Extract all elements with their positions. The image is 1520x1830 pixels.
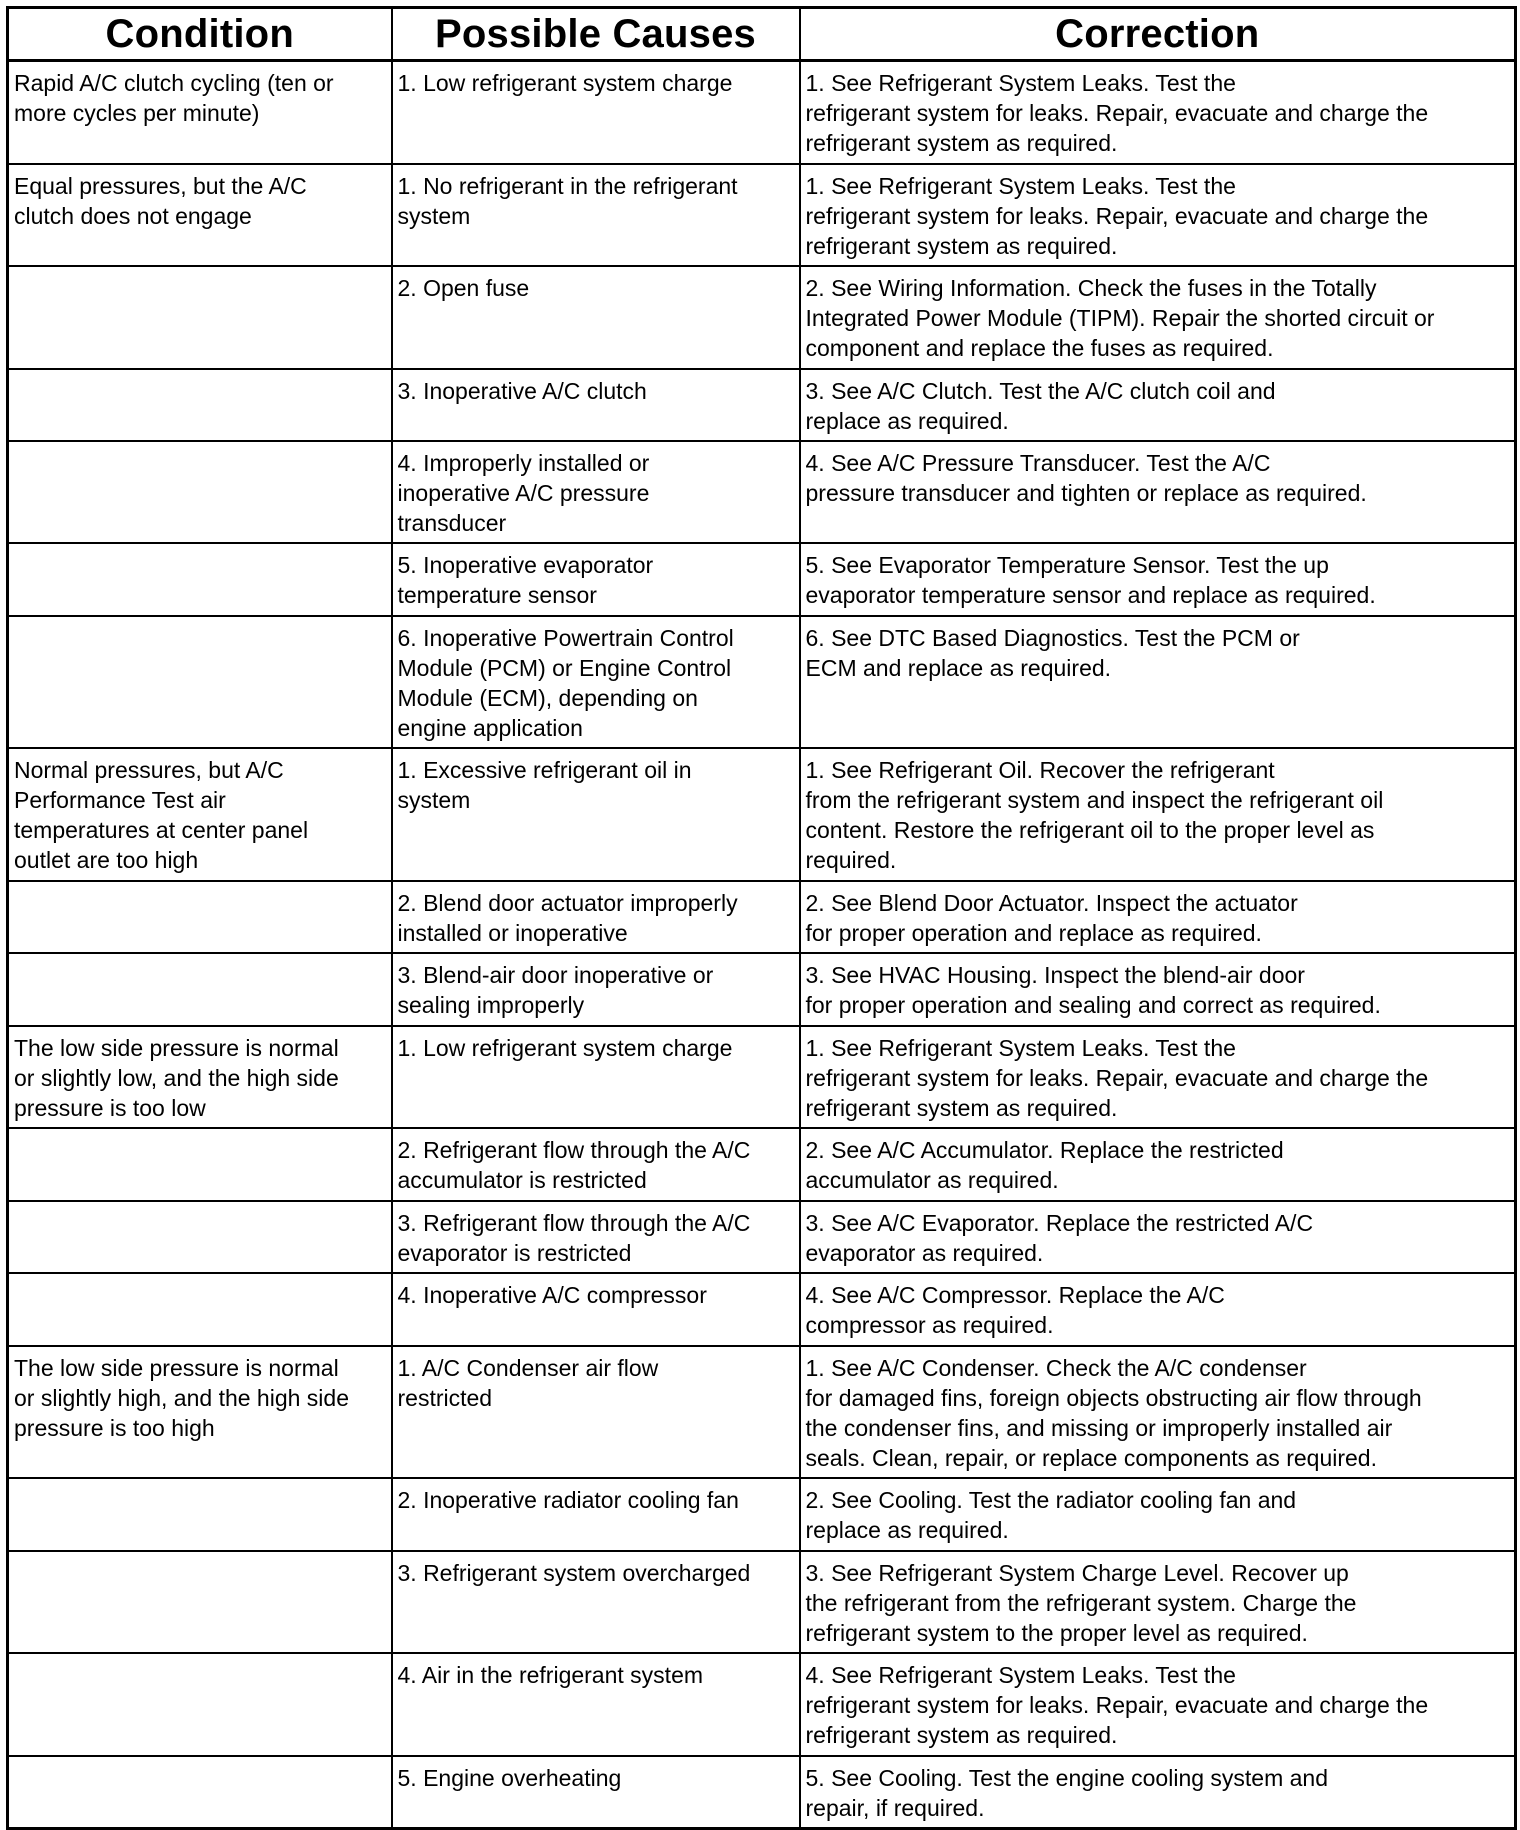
correction-cell: 2. See Blend Door Actuator. Inspect the actuator for proper operation and replace as required. [800,881,1516,953]
possible-cause-cell: 3. Refrigerant flow through the A/C evaporator is restricted [392,1201,800,1273]
possible-cause-cell: 1. Excessive refrigerant oil in system [392,748,800,881]
possible-cause-cell: 2. Blend door actuator improperly installed or inoperative [392,881,800,953]
condition-cell: The low side pressure is normal or slightly high, and the high side pressure is too high [8,1346,392,1478]
correction-cell: 3. See A/C Clutch. Test the A/C clutch coil and replace as required. [800,369,1516,441]
possible-cause-cell: 2. Open fuse [392,266,800,369]
table-row [8,1128,1516,1201]
condition-cell [8,1478,392,1551]
header-condition: Condition [8,8,392,61]
possible-cause-cell: 1. A/C Condenser air flow restricted [392,1346,800,1478]
condition-cell: Normal pressures, but A/C Performance Test air temperatures at center panel outlet are too high [8,748,392,881]
table-row [8,61,1516,164]
table-row [8,1201,1516,1273]
possible-cause-cell: 1. Low refrigerant system charge [392,61,800,164]
condition-cell [8,1201,392,1273]
possible-cause-cell: 4. Inoperative A/C compressor [392,1273,800,1346]
correction-cell: 1. See Refrigerant System Leaks. Test the refrigerant system for leaks. Repair, evacuate and charge the refrigerant system as required. [800,1026,1516,1128]
condition-cell [8,1128,392,1201]
correction-cell: 4. See Refrigerant System Leaks. Test the refrigerant system for leaks. Repair, evacuate and charge the refrigerant system as required. [800,1653,1516,1756]
condition-cell [8,1653,392,1756]
table-row [8,266,1516,369]
possible-cause-cell: 3. Inoperative A/C clutch [392,369,800,441]
possible-cause-cell: 5. Inoperative evaporator temperature sensor [392,543,800,616]
condition-cell [8,369,392,441]
possible-cause-cell: 4. Improperly installed or inoperative A/C pressure transducer [392,441,800,543]
condition-cell [8,543,392,616]
correction-cell: 1. See A/C Condenser. Check the A/C condenser for damaged fins, foreign objects obstructing air flow through the condenser fins, and missing or improperly installed air seals. Clean, repair, or replace components as required. [800,1346,1516,1478]
diagnostic-table-container [6,6,1514,1830]
correction-cell: 2. See A/C Accumulator. Replace the restricted accumulator as required. [800,1128,1516,1201]
possible-cause-cell: 5. Engine overheating [392,1756,800,1829]
header-possible-causes: Possible Causes [392,8,800,61]
correction-cell: 3. See HVAC Housing. Inspect the blend-air door for proper operation and sealing and correct as required. [800,953,1516,1026]
table-row [8,881,1516,953]
condition-cell [8,1551,392,1653]
table-row [8,369,1516,441]
table-header [8,8,1516,61]
correction-cell: 2. See Wiring Information. Check the fuses in the Totally Integrated Power Module (TIPM). Repair the shorted circuit or component and replace the fuses as required. [800,266,1516,369]
correction-cell: 1. See Refrigerant System Leaks. Test the refrigerant system for leaks. Repair, evacuate and charge the refrigerant system as required. [800,164,1516,266]
possible-cause-cell: 1. No refrigerant in the refrigerant system [392,164,800,266]
condition-cell [8,1273,392,1346]
table-row [8,1756,1516,1829]
correction-cell: 1. See Refrigerant Oil. Recover the refrigerant from the refrigerant system and inspect the refrigerant oil content. Restore the refrigerant oil to the proper level as required. [800,748,1516,881]
header-correction: Correction [800,8,1516,61]
table-row [8,543,1516,616]
correction-cell: 5. See Evaporator Temperature Sensor. Test the up evaporator temperature sensor and replace as required. [800,543,1516,616]
header-row [8,8,1516,61]
correction-cell: 1. See Refrigerant System Leaks. Test the refrigerant system for leaks. Repair, evacuate and charge the refrigerant system as required. [800,61,1516,164]
condition-cell [8,953,392,1026]
correction-cell: 3. See Refrigerant System Charge Level. Recover up the refrigerant from the refrigerant system. Charge the refrigerant system to the proper level as required. [800,1551,1516,1653]
condition-cell [8,1756,392,1829]
possible-cause-cell: 2. Inoperative radiator cooling fan [392,1478,800,1551]
table-row [8,616,1516,748]
possible-cause-cell: 2. Refrigerant flow through the A/C accumulator is restricted [392,1128,800,1201]
table-row [8,748,1516,881]
correction-cell: 4. See A/C Pressure Transducer. Test the A/C pressure transducer and tighten or replace as required. [800,441,1516,543]
correction-cell: 2. See Cooling. Test the radiator cooling fan and replace as required. [800,1478,1516,1551]
diagnostic-table [6,6,1517,1830]
condition-cell: Rapid A/C clutch cycling (ten or more cycles per minute) [8,61,392,164]
table-row [8,1273,1516,1346]
table-row [8,441,1516,543]
possible-cause-cell: 1. Low refrigerant system charge [392,1026,800,1128]
table-row [8,1653,1516,1756]
condition-cell: The low side pressure is normal or slightly low, and the high side pressure is too low [8,1026,392,1128]
possible-cause-cell: 3. Refrigerant system overcharged [392,1551,800,1653]
table-row [8,1478,1516,1551]
correction-cell: 5. See Cooling. Test the engine cooling system and repair, if required. [800,1756,1516,1829]
table-row [8,164,1516,266]
correction-cell: 4. See A/C Compressor. Replace the A/C compressor as required. [800,1273,1516,1346]
condition-cell [8,266,392,369]
correction-cell: 3. See A/C Evaporator. Replace the restricted A/C evaporator as required. [800,1201,1516,1273]
table-row [8,1026,1516,1128]
condition-cell: Equal pressures, but the A/C clutch does not engage [8,164,392,266]
possible-cause-cell: 4. Air in the refrigerant system [392,1653,800,1756]
condition-cell [8,881,392,953]
correction-cell: 6. See DTC Based Diagnostics. Test the PCM or ECM and replace as required. [800,616,1516,748]
possible-cause-cell: 3. Blend-air door inoperative or sealing improperly [392,953,800,1026]
condition-cell [8,441,392,543]
table-row [8,1551,1516,1653]
condition-cell [8,616,392,748]
table-row [8,953,1516,1026]
possible-cause-cell: 6. Inoperative Powertrain Control Module (PCM) or Engine Control Module (ECM), depending on engine application [392,616,800,748]
table-row [8,1346,1516,1478]
table-body [8,61,1516,1829]
